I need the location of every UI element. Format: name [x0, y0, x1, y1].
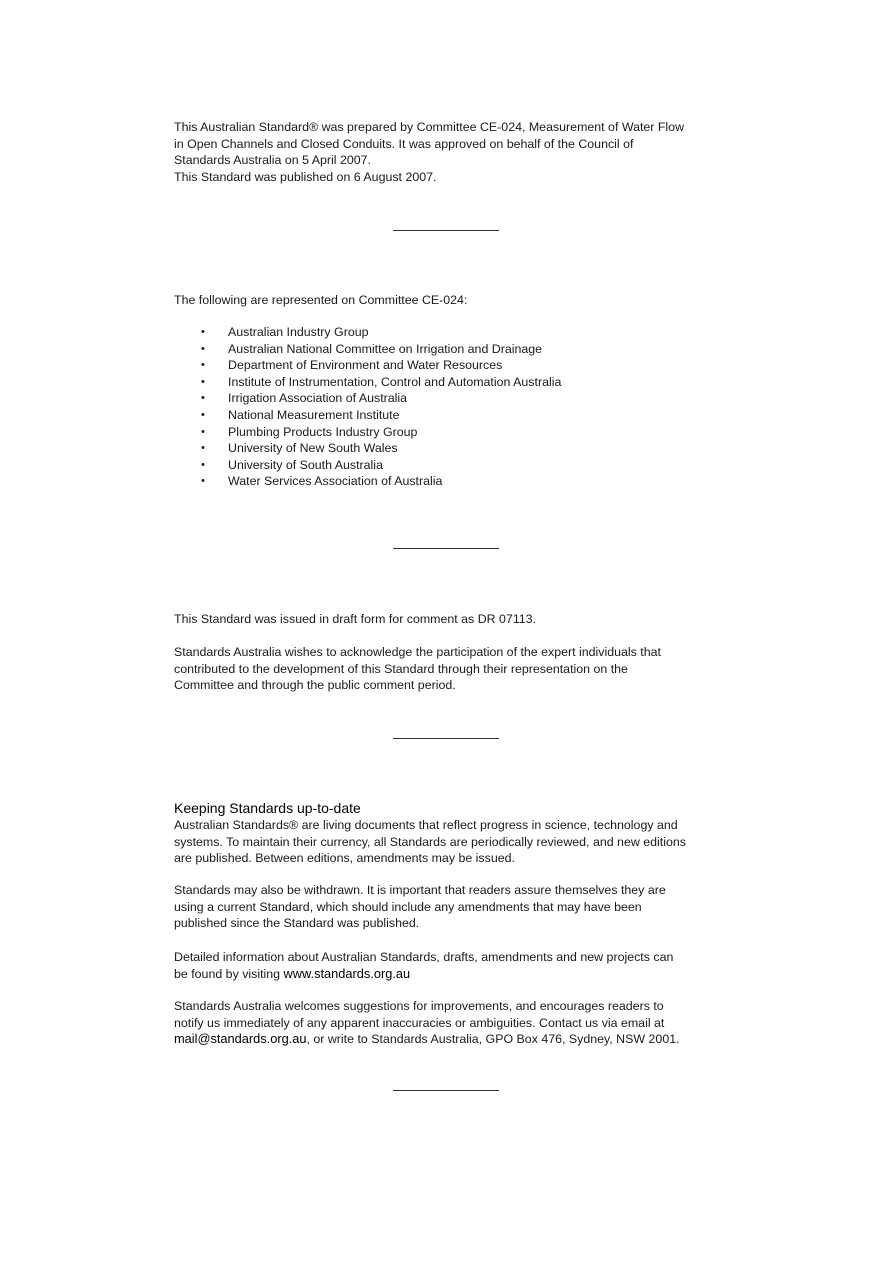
withdrawn-paragraph: Standards may also be withdrawn. It is important that readers assure themselves they are using a current Standard, which should include any amendments that may have been published since the Standard was published.	[174, 883, 666, 931]
committee-member-item	[174, 324, 561, 341]
bullet-icon: •	[201, 359, 205, 372]
email-link[interactable]: mail@standards.org.au	[174, 1031, 307, 1047]
section-divider	[393, 738, 499, 739]
contact-paragraph-tail: , or write to Standards Australia, GPO Box 476, Sydney, NSW 2001.	[306, 1032, 680, 1047]
committee-member-name: Department of Environment and Water Resources	[228, 358, 503, 373]
committee-member-item	[174, 374, 561, 391]
committee-member-name: University of New South Wales	[228, 441, 398, 456]
bullet-icon: •	[201, 326, 205, 338]
committee-member-item	[174, 473, 561, 490]
website-paragraph-text: Detailed information about Australian Standards, drafts, amendments and new projects can be found by visiting	[174, 950, 674, 981]
committee-member-name: Water Services Association of Australia	[228, 474, 443, 489]
committee-member-name: Irrigation Association of Australia	[228, 391, 408, 406]
committee-member-name: Institute of Instrumentation, Control and Automation Australia	[228, 374, 562, 389]
committee-member-list	[174, 324, 561, 490]
section-divider	[393, 1090, 499, 1091]
committee-member-name: University of South Australia	[228, 457, 383, 472]
committee-member-name: Australian National Committee on Irrigation and Drainage	[228, 341, 543, 356]
acknowledgement-paragraph: Standards Australia wishes to acknowledge the participation of the expert individuals that contributed to the development of this Standard through their representation on the Committee and through the public comment period.	[174, 645, 661, 693]
bullet-icon: •	[201, 425, 205, 438]
contact-paragraph	[174, 998, 734, 1048]
committee-member-item	[174, 357, 561, 374]
section-divider	[393, 548, 499, 549]
bullet-icon: •	[201, 408, 205, 421]
section-heading: Keeping Standards up-to-date	[174, 800, 361, 816]
committee-member-name: Australian Industry Group	[228, 325, 369, 339]
contact-paragraph-text: Standards Australia welcomes suggestions for improvements, and encourages readers to notify us immediately of any apparent inaccuracies or ambiguities. Contact us via email at	[174, 999, 665, 1030]
bullet-icon: •	[201, 442, 205, 455]
committee-member-item	[174, 457, 561, 474]
bullet-icon: •	[201, 475, 205, 488]
website-link[interactable]: www.standards.org.au	[283, 965, 411, 981]
committee-member-item	[174, 390, 561, 407]
committee-member-item	[174, 424, 561, 441]
bullet-icon: •	[201, 392, 205, 405]
bullet-icon: •	[201, 375, 205, 388]
draft-issued-statement: This Standard was issued in draft form for comment as DR 07113.	[174, 612, 537, 626]
approval-statement: This Australian Standard® was prepared by Committee CE-024, Measurement of Water Flow in Open Channels and Closed Conduits. It was approved on behalf of the Council of Standards Australia on 5 April 2007. This Standard was published on 6 August 2007.	[174, 120, 685, 184]
committee-member-item	[174, 440, 561, 457]
living-documents-paragraph: Australian Standards® are living documents that reflect progress in science, technology and systems. To maintain their currency, all Standards are periodically reviewed, and new editions are published. Between editions, amendments may be issued.	[174, 818, 686, 866]
committee-intro: The following are represented on Committee CE-024:	[174, 293, 468, 307]
committee-member-item	[174, 341, 561, 358]
committee-member-name: National Measurement Institute	[228, 407, 400, 422]
website-paragraph	[174, 949, 734, 982]
bullet-icon: •	[201, 342, 205, 355]
bullet-icon: •	[201, 458, 205, 471]
committee-member-item	[174, 407, 561, 424]
section-divider	[393, 230, 499, 231]
committee-member-name: Plumbing Products Industry Group	[228, 424, 418, 439]
